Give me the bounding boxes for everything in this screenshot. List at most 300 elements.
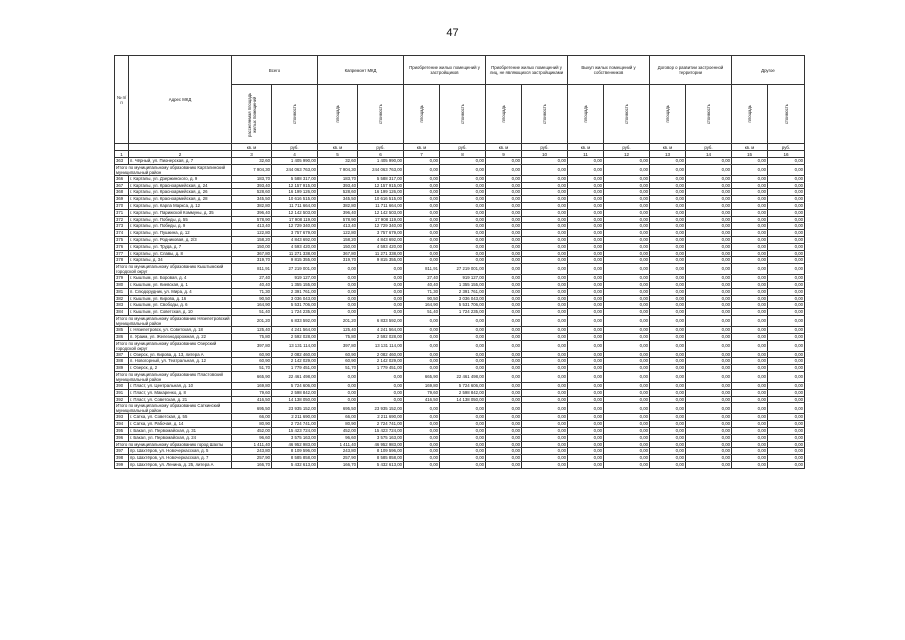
- cell-value: 0,00: [732, 257, 768, 264]
- cell-value: 665,90: [404, 371, 440, 382]
- cell-value: 0,00: [440, 236, 486, 243]
- cell-value: 96,60: [318, 434, 358, 441]
- table-row: [115, 230, 805, 237]
- cell-value: 578,90: [232, 216, 272, 223]
- cell-value: 0,00: [522, 326, 568, 333]
- cell-value: 0,00: [686, 175, 732, 182]
- row-address: г. Карталы, ул. Славы, д. 8: [129, 250, 232, 257]
- subtotal-row: [115, 403, 805, 414]
- cell-value: 0,00: [768, 309, 805, 316]
- cell-value: 4 593 420,00: [358, 243, 404, 250]
- col-no-header: № п/п: [115, 56, 129, 144]
- subtotal-label: Итого по муниципальному образованию Нязепетровский муниципальный район: [116, 315, 230, 326]
- cell-value: 2 142 029,00: [358, 358, 404, 365]
- cell-value: 0,00: [486, 230, 522, 237]
- cell-value: 0,00: [604, 243, 650, 250]
- cell-value: 0,00: [522, 414, 568, 421]
- cell-value: 0,00: [440, 421, 486, 428]
- cell-value: 0,00: [686, 264, 732, 275]
- cell-value: 0,00: [404, 209, 440, 216]
- cell-value: 75,80: [318, 333, 358, 340]
- cell-value: 0,00: [604, 441, 650, 448]
- cell-value: 0,00: [522, 288, 568, 295]
- cell-value: 393,40: [318, 182, 358, 189]
- cell-value: 0,00: [568, 281, 604, 288]
- cell-value: 393,40: [232, 182, 272, 189]
- cell-value: 0,00: [768, 389, 805, 396]
- row-address: г. Карталы, д. 34: [129, 257, 232, 264]
- cell-value: 0,00: [404, 351, 440, 358]
- cell-value: 0,00: [522, 315, 568, 326]
- row-address: г. Бакал, ул. Первомайская, д. 31: [129, 427, 232, 434]
- cell-value: 0,00: [568, 340, 604, 351]
- cell-value: 0,00: [440, 365, 486, 372]
- cell-value: 0,00: [686, 309, 732, 316]
- row-number: 371: [115, 209, 129, 216]
- cell-value: 51,40: [404, 309, 440, 316]
- cell-value: 0,00: [768, 448, 805, 455]
- cell-value: 0,00: [522, 403, 568, 414]
- column-number: 16: [768, 151, 805, 158]
- row-address: г. Озерск, ул. Кирова, д. 13, литера А: [129, 351, 232, 358]
- row-number: 375: [115, 236, 129, 243]
- table-row: [115, 189, 805, 196]
- cell-value: 4 241 564,00: [272, 326, 318, 333]
- cell-value: 1 405 990,00: [358, 158, 404, 165]
- column-number: 12: [604, 151, 650, 158]
- cell-value: 0,00: [486, 414, 522, 421]
- cell-value: 0,00: [486, 164, 522, 175]
- cell-value: 0,00: [318, 309, 358, 316]
- table-row: [115, 275, 805, 282]
- cell-value: 0,00: [650, 202, 686, 209]
- row-number: 384: [115, 309, 129, 316]
- cell-value: 0,00: [650, 209, 686, 216]
- row-address: г. Пласт, ул. Макаренко, д. 8: [129, 389, 232, 396]
- group-capital-repair-header: Капремонт МКД: [318, 56, 404, 85]
- cell-value: 0,00: [440, 403, 486, 414]
- row-address: г. Карталы, ул. Красноармейская, д. 24: [129, 182, 232, 189]
- cell-value: 0,00: [732, 230, 768, 237]
- cell-value: 40,40: [232, 281, 272, 288]
- sub-resettled-area: расселяемая площадь жилых помещений: [232, 85, 272, 144]
- sub-cost: стоимость: [358, 85, 404, 144]
- cell-value: 0,00: [358, 264, 404, 275]
- row-number: 388: [115, 358, 129, 365]
- cell-value: 0,00: [732, 275, 768, 282]
- row-address: пр. Шахтёров, ул. Новочеркасская, д. 5: [129, 448, 232, 455]
- cell-value: 0,00: [768, 403, 805, 414]
- group-territory-development-header: Договор о развитии застроенной территории: [650, 56, 732, 85]
- sub-area: площадь: [568, 85, 604, 144]
- cell-value: 0,00: [522, 202, 568, 209]
- cell-value: 0,00: [604, 257, 650, 264]
- cell-value: 0,00: [650, 196, 686, 203]
- cell-value: 32,60: [232, 158, 272, 165]
- cell-value: 40,40: [404, 281, 440, 288]
- cell-value: 0,00: [604, 448, 650, 455]
- cell-value: 452,00: [318, 427, 358, 434]
- cell-value: 2 082 460,00: [358, 351, 404, 358]
- cell-value: 125,40: [318, 326, 358, 333]
- cell-value: 0,00: [486, 396, 522, 403]
- cell-value: 0,00: [404, 358, 440, 365]
- cell-value: 0,00: [732, 365, 768, 372]
- row-number: 396: [115, 434, 129, 441]
- cell-value: 0,00: [522, 309, 568, 316]
- cell-value: 257,90: [318, 455, 358, 462]
- cell-value: 0,00: [404, 216, 440, 223]
- subtotal-row: [115, 264, 805, 275]
- cell-value: 0,00: [568, 250, 604, 257]
- cell-value: 66,00: [232, 414, 272, 421]
- cell-value: 0,00: [522, 421, 568, 428]
- cell-value: 0,00: [486, 158, 522, 165]
- table-row: [115, 288, 805, 295]
- cell-value: 0,00: [522, 275, 568, 282]
- cell-value: 0,00: [404, 365, 440, 372]
- cell-value: 0,00: [404, 236, 440, 243]
- cell-value: 0,00: [604, 230, 650, 237]
- cell-value: 0,00: [404, 250, 440, 257]
- cell-value: 2 211 690,00: [358, 414, 404, 421]
- cell-value: 2 724 741,00: [358, 421, 404, 428]
- cell-value: 0,00: [358, 396, 404, 403]
- cell-value: 0,00: [404, 333, 440, 340]
- page-number: 47: [446, 27, 459, 39]
- cell-value: 22 461 498,00: [272, 371, 318, 382]
- cell-value: 0,00: [650, 414, 686, 421]
- cell-value: 0,00: [732, 340, 768, 351]
- cell-value: 0,00: [768, 281, 805, 288]
- cell-value: 0,00: [686, 288, 732, 295]
- cell-value: 0,00: [650, 448, 686, 455]
- row-address: п. Слюдорудник, ул. Мира, д. 4: [129, 288, 232, 295]
- cell-value: 0,00: [604, 403, 650, 414]
- cell-value: 0,00: [318, 382, 358, 389]
- cell-value: 0,00: [318, 295, 358, 302]
- column-number: 15: [732, 151, 768, 158]
- row-number: 374: [115, 230, 129, 237]
- cell-value: 0,00: [522, 441, 568, 448]
- cell-value: 9 815 355,00: [358, 257, 404, 264]
- cell-value: 0,00: [732, 158, 768, 165]
- row-address: г. Бакал, ул. Первомайская, д. 24: [129, 434, 232, 441]
- cell-value: 1 411,40: [318, 441, 358, 448]
- cell-value: 0,00: [768, 196, 805, 203]
- cell-value: 452,00: [232, 427, 272, 434]
- cell-value: 0,00: [768, 333, 805, 340]
- cell-value: 0,00: [318, 389, 358, 396]
- cell-value: 0,00: [568, 396, 604, 403]
- cell-value: 0,00: [404, 441, 440, 448]
- cell-value: 0,00: [568, 333, 604, 340]
- unit-label: руб.: [686, 144, 732, 151]
- cell-value: 257,90: [232, 455, 272, 462]
- cell-value: 17 908 119,00: [358, 216, 404, 223]
- table-row: [115, 365, 805, 372]
- cell-value: 0,00: [768, 189, 805, 196]
- cell-value: 60,90: [318, 351, 358, 358]
- cell-value: 27 219 001,00: [440, 264, 486, 275]
- cell-value: 416,50: [404, 396, 440, 403]
- cell-value: 0,00: [522, 302, 568, 309]
- row-address: п. Новогорный, ул. Театральная, д. 12: [129, 358, 232, 365]
- cell-value: 0,00: [686, 250, 732, 257]
- cell-value: 0,00: [604, 295, 650, 302]
- cell-value: 22 461 498,00: [440, 371, 486, 382]
- cell-value: 0,00: [768, 288, 805, 295]
- cell-value: 13 131 114,00: [358, 340, 404, 351]
- cell-value: 2 391 761,00: [272, 288, 318, 295]
- cell-value: 0,00: [522, 182, 568, 189]
- subtotal-row: [115, 441, 805, 448]
- cell-value: 3 575 163,00: [272, 434, 318, 441]
- row-address: г. Карталы, ул. Парижской Коммуны, д. 35: [129, 209, 232, 216]
- cell-value: 0,00: [650, 382, 686, 389]
- subtotal-label: Итого по муниципальному образованию Саткинский муниципальный район: [115, 403, 232, 414]
- cell-value: 0,00: [686, 209, 732, 216]
- cell-value: 0,00: [650, 396, 686, 403]
- cell-value: 79,60: [404, 389, 440, 396]
- column-number: 8: [440, 151, 486, 158]
- row-address: г. Кыштым, ул. Свободы, д. 6: [129, 302, 232, 309]
- cell-value: 0,00: [404, 158, 440, 165]
- cell-value: 0,00: [732, 309, 768, 316]
- cell-value: 0,00: [486, 441, 522, 448]
- cell-value: 0,00: [604, 382, 650, 389]
- cell-value: 0,00: [404, 315, 440, 326]
- cell-value: 0,00: [686, 326, 732, 333]
- cell-value: 0,00: [568, 461, 604, 468]
- cell-value: 0,00: [604, 264, 650, 275]
- cell-value: 382,80: [318, 202, 358, 209]
- cell-value: 0,00: [486, 358, 522, 365]
- cell-value: 0,00: [358, 309, 404, 316]
- cell-value: 0,00: [650, 427, 686, 434]
- cell-value: 5 531 706,00: [272, 302, 318, 309]
- cell-value: 0,00: [732, 389, 768, 396]
- row-number: 367: [115, 182, 129, 189]
- cell-value: 0,00: [768, 441, 805, 448]
- cell-value: 0,00: [486, 202, 522, 209]
- cell-value: 0,00: [732, 315, 768, 326]
- cell-value: 0,00: [732, 164, 768, 175]
- resettlement-table: [114, 55, 805, 469]
- row-address: г. Кыштым, ул. Советская, д. 10: [129, 309, 232, 316]
- cell-value: 5 432 613,00: [272, 461, 318, 468]
- cell-value: 0,00: [486, 264, 522, 275]
- subtotal-label: Итого по муниципальному образованию Кыштымский городской округ: [115, 264, 232, 275]
- resettlement-table-container: [114, 55, 803, 469]
- cell-value: 0,00: [686, 414, 732, 421]
- cell-value: 0,00: [686, 382, 732, 389]
- column-numbers-row: [115, 151, 805, 158]
- cell-value: 0,00: [650, 333, 686, 340]
- cell-value: 319,70: [318, 257, 358, 264]
- cell-value: 0,00: [768, 158, 805, 165]
- unit-label: руб.: [768, 144, 805, 151]
- cell-value: 0,00: [404, 326, 440, 333]
- cell-value: 0,00: [522, 250, 568, 257]
- cell-value: 0,00: [568, 455, 604, 462]
- cell-value: 0,00: [486, 382, 522, 389]
- cell-value: 150,00: [318, 243, 358, 250]
- cell-value: 0,00: [650, 403, 686, 414]
- cell-value: 0,00: [768, 250, 805, 257]
- cell-value: 51,40: [232, 309, 272, 316]
- cell-value: 0,00: [604, 414, 650, 421]
- cell-value: 0,00: [522, 216, 568, 223]
- cell-value: 12 729 340,00: [358, 223, 404, 230]
- cell-value: 0,00: [568, 196, 604, 203]
- cell-value: 1 779 451,00: [272, 365, 318, 372]
- cell-value: 0,00: [404, 414, 440, 421]
- cell-value: 8 109 596,00: [358, 448, 404, 455]
- row-number: 394: [115, 421, 129, 428]
- cell-value: 2 592 028,00: [272, 333, 318, 340]
- cell-value: 397,80: [232, 340, 272, 351]
- column-number: 10: [522, 151, 568, 158]
- row-address: г. Карталы, ул. Карла Маркса, д. 12: [129, 202, 232, 209]
- cell-value: 0,00: [768, 326, 805, 333]
- cell-value: 0,00: [604, 236, 650, 243]
- cell-value: 122,80: [318, 230, 358, 237]
- cell-value: 0,00: [568, 441, 604, 448]
- cell-value: 166,70: [232, 461, 272, 468]
- subtotal-label: Итого по муниципальному образованию Пластовский муниципальный район: [115, 371, 232, 382]
- row-address: г. Карталы, ул. Труда, д. 7: [129, 243, 232, 250]
- cell-value: 0,00: [650, 461, 686, 468]
- cell-value: 4 241 564,00: [358, 326, 404, 333]
- cell-value: 0,00: [650, 230, 686, 237]
- cell-value: 919 127,00: [272, 275, 318, 282]
- cell-value: 0,00: [358, 295, 404, 302]
- table-row: [115, 455, 805, 462]
- cell-value: 0,00: [686, 421, 732, 428]
- cell-value: 0,00: [732, 403, 768, 414]
- cell-value: 0,00: [768, 264, 805, 275]
- cell-value: 0,00: [440, 196, 486, 203]
- cell-value: 0,00: [486, 371, 522, 382]
- unit-label: кв. м: [232, 144, 272, 151]
- cell-value: 16 199 126,00: [272, 189, 318, 196]
- row-address: г. Карталы, ул. Красноармейская, д. 26: [129, 189, 232, 196]
- row-address: г. Сатка, ул. Советская, д. 55: [129, 414, 232, 421]
- cell-value: 0,00: [522, 264, 568, 275]
- cell-value: 0,00: [650, 434, 686, 441]
- table-row: [115, 448, 805, 455]
- unit-label: руб.: [522, 144, 568, 151]
- cell-value: 0,00: [650, 257, 686, 264]
- table-row: [115, 396, 805, 403]
- column-number: 4: [272, 151, 318, 158]
- cell-value: 0,00: [732, 264, 768, 275]
- cell-value: 8 585 858,00: [358, 455, 404, 462]
- cell-value: 0,00: [486, 243, 522, 250]
- cell-value: 0,00: [650, 175, 686, 182]
- cell-value: 12 157 915,00: [272, 182, 318, 189]
- cell-value: 46 952 983,00: [358, 441, 404, 448]
- cell-value: 0,00: [650, 371, 686, 382]
- cell-value: 0,00: [604, 365, 650, 372]
- cell-value: 0,00: [568, 243, 604, 250]
- cell-value: 0,00: [604, 164, 650, 175]
- cell-value: 16 199 126,00: [358, 189, 404, 196]
- cell-value: 0,00: [604, 340, 650, 351]
- cell-value: 0,00: [686, 281, 732, 288]
- cell-value: 382,80: [232, 202, 272, 209]
- cell-value: 0,00: [440, 164, 486, 175]
- cell-value: 122,80: [232, 230, 272, 237]
- cell-value: 0,00: [604, 326, 650, 333]
- cell-value: 0,00: [768, 427, 805, 434]
- subtotal-label: Итого по муниципальному образованию Озерский городской округ: [115, 340, 232, 351]
- cell-value: 6 833 592,00: [272, 315, 318, 326]
- cell-value: 1 411,40: [232, 441, 272, 448]
- cell-value: 2 592 028,00: [358, 333, 404, 340]
- unit-label: кв. м: [404, 144, 440, 151]
- cell-value: 396,40: [232, 209, 272, 216]
- row-address: г. Пласт, ул. Советская, д. 21: [129, 396, 232, 403]
- cell-value: 201,20: [232, 315, 272, 326]
- cell-value: 0,00: [568, 295, 604, 302]
- cell-value: 0,00: [486, 223, 522, 230]
- cell-value: 0,00: [568, 351, 604, 358]
- cell-value: 0,00: [522, 196, 568, 203]
- cell-value: 183,70: [232, 175, 272, 182]
- cell-value: 0,00: [522, 427, 568, 434]
- cell-value: 0,00: [522, 351, 568, 358]
- cell-value: 0,00: [768, 175, 805, 182]
- cell-value: 0,00: [686, 461, 732, 468]
- row-number: 380: [115, 281, 129, 288]
- cell-value: 0,00: [440, 182, 486, 189]
- cell-value: 0,00: [440, 175, 486, 182]
- cell-value: 0,00: [568, 264, 604, 275]
- cell-value: 0,00: [768, 302, 805, 309]
- cell-value: 0,00: [568, 189, 604, 196]
- cell-value: 15 423 724,00: [272, 427, 318, 434]
- subtotal-label: Итого по муниципальному образованию Карталинский муниципальный район: [115, 164, 232, 175]
- cell-value: 11 711 664,00: [272, 202, 318, 209]
- table-row: [115, 202, 805, 209]
- cell-value: 0,00: [486, 351, 522, 358]
- cell-value: 0,00: [768, 396, 805, 403]
- row-number: 397: [115, 448, 129, 455]
- cell-value: 0,00: [650, 358, 686, 365]
- cell-value: 0,00: [768, 421, 805, 428]
- column-number: 3: [232, 151, 272, 158]
- cell-value: 0,00: [486, 236, 522, 243]
- cell-value: 96,60: [232, 434, 272, 441]
- cell-value: 0,00: [650, 295, 686, 302]
- cell-value: 413,40: [318, 223, 358, 230]
- group-total-header: Всего: [232, 56, 318, 85]
- column-number: 7: [404, 151, 440, 158]
- cell-value: 0,00: [404, 230, 440, 237]
- cell-value: 0,00: [768, 461, 805, 468]
- cell-value: 0,00: [686, 223, 732, 230]
- table-row: [115, 358, 805, 365]
- cell-value: 46 952 983,00: [272, 441, 318, 448]
- cell-value: 0,00: [650, 340, 686, 351]
- cell-value: 60,90: [318, 358, 358, 365]
- cell-value: 0,00: [486, 257, 522, 264]
- cell-value: 0,00: [650, 164, 686, 175]
- table-row: [115, 158, 805, 165]
- cell-value: 2 598 842,00: [440, 389, 486, 396]
